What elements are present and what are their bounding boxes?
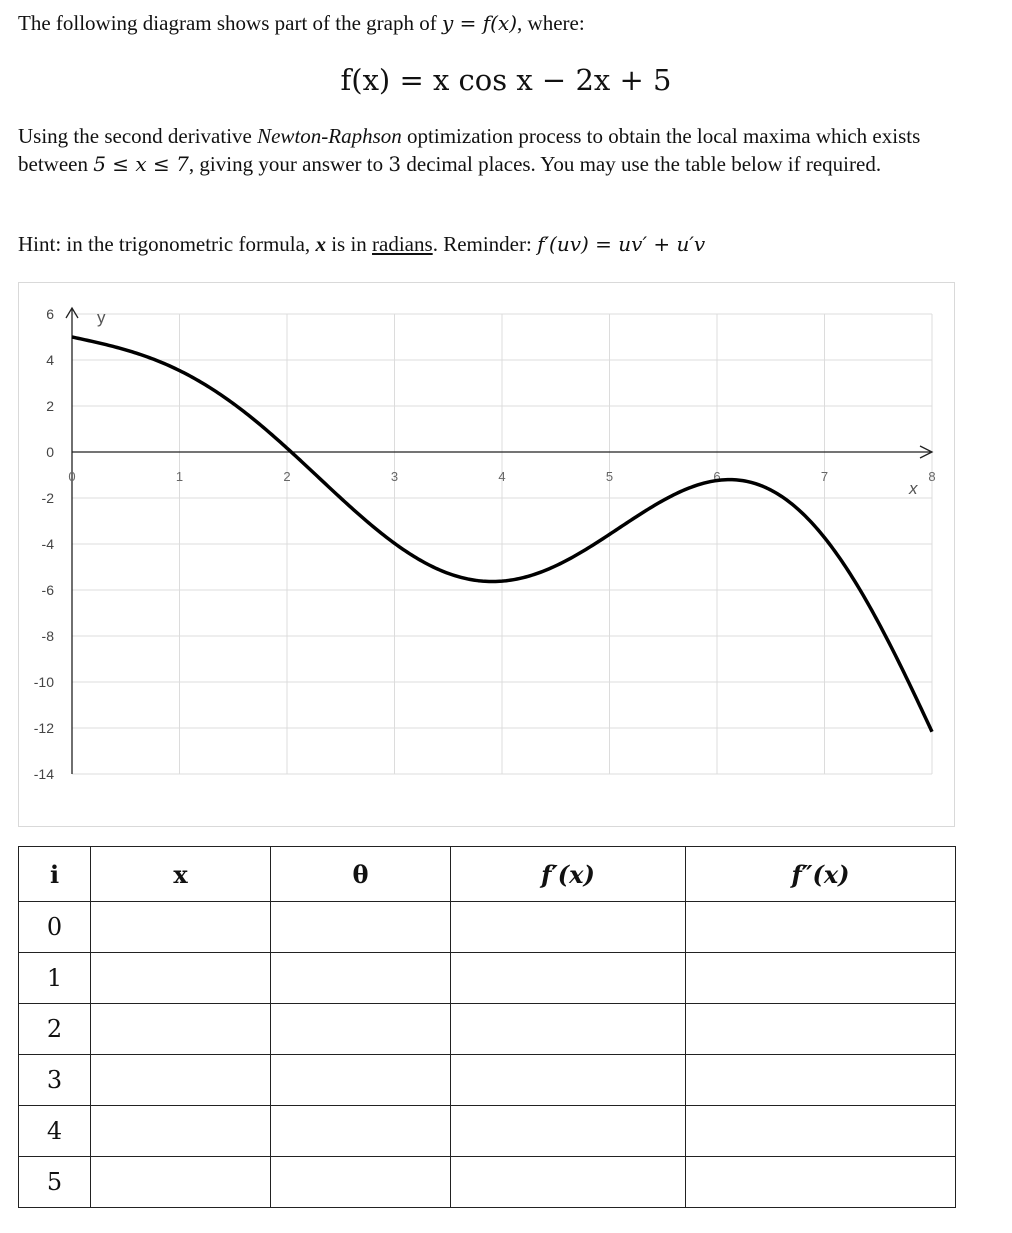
cell-f-double-prime[interactable] [686,1157,956,1208]
row-index: 5 [19,1157,91,1208]
y-tick-label: -12 [33,720,54,736]
radians-underlined: radians [372,232,433,256]
cell-theta[interactable] [271,1004,451,1055]
cell-f-prime[interactable] [451,1106,686,1157]
x-tick-label: 5 [605,469,614,484]
header-first-derivative: f′(x) [451,847,686,902]
table-row [19,1055,956,1106]
hint-text-c: . Reminder: [432,232,538,256]
cell-f-prime[interactable] [451,1004,686,1055]
row-index: 2 [19,1004,91,1055]
instructions-text-d: decimal places. You may use the table below if required. [401,152,882,176]
instructions-text-a: Using the second derivative [18,124,258,148]
cell-x[interactable] [91,1157,271,1208]
y-tick-label: 0 [46,444,54,460]
x-tick-label: 3 [390,469,399,484]
cell-x[interactable] [91,1004,271,1055]
cell-f-double-prime[interactable] [686,953,956,1004]
instructions-text-b: optimization process to obtain the local maxima which exists between [18,124,921,176]
cell-f-prime[interactable] [451,902,686,953]
y-tick-label: 6 [46,306,54,322]
decimal-places: 3 [388,152,402,176]
row-index: 0 [19,902,91,953]
intro-text-end: , where: [517,11,585,35]
header-theta: θ [271,847,451,902]
y-tick-label: -10 [33,674,54,690]
x-tick-label: 0 [68,469,76,484]
method-name: Newton-Raphson [257,124,402,148]
table-row [19,953,956,1004]
cell-x[interactable] [91,1055,271,1106]
header-second-derivative: f″(x) [686,847,956,902]
table-row [19,902,956,953]
hint-text-b: is in [325,232,373,256]
row-index: 3 [19,1055,91,1106]
intro-text: The following diagram shows part of the graph of [18,11,442,35]
instructions-paragraph [18,122,948,178]
table-row [19,1004,956,1055]
x-tick-label: 2 [283,469,291,484]
iteration-table [18,846,956,1208]
header-i: i [19,847,91,902]
x-tick-label: 8 [928,469,936,484]
header-x: x [91,847,271,902]
cell-f-double-prime[interactable] [686,902,956,953]
y-tick-label: -4 [41,536,54,552]
intro-math: y = f(x) [441,11,518,35]
function-graph [18,282,955,827]
hint-variable: x [315,232,326,256]
product-rule-math: f′(uv) = uv′ + u′v [537,232,706,256]
hint-paragraph [18,230,948,258]
function-formula: f(x) = x cos x − 2x + 5 [340,63,672,97]
y-tick-label: -8 [41,628,54,644]
row-index: 1 [19,953,91,1004]
table-header-row [19,847,956,902]
x-tick-label: 1 [175,469,184,484]
cell-theta[interactable] [271,1106,451,1157]
cell-theta[interactable] [271,1157,451,1208]
cell-f-prime[interactable] [451,1157,686,1208]
cell-theta[interactable] [271,953,451,1004]
table-row [19,1106,956,1157]
y-tick-label: -14 [33,766,54,782]
y-tick-label: 2 [46,398,54,414]
row-index: 4 [19,1106,91,1157]
x-axis-label: x [909,479,918,498]
cell-x[interactable] [91,1106,271,1157]
hint-text-a: Hint: in the trigonometric formula, [18,232,316,256]
instructions-text-c: , giving your answer to [188,152,389,176]
cell-theta[interactable] [271,1055,451,1106]
cell-f-double-prime[interactable] [686,1106,956,1157]
cell-x[interactable] [91,953,271,1004]
cell-f-double-prime[interactable] [686,1004,956,1055]
intro-paragraph [18,9,948,37]
cell-x[interactable] [91,902,271,953]
x-tick-label: 6 [713,469,721,484]
range-math: 5 ≤ x ≤ 7 [93,152,189,176]
y-tick-label: -2 [41,490,54,506]
cell-theta[interactable] [271,902,451,953]
table-row [19,1157,956,1208]
x-tick-label: 4 [498,469,506,484]
y-tick-label: 4 [46,352,54,368]
y-tick-label: -6 [41,582,54,598]
cell-f-prime[interactable] [451,1055,686,1106]
cell-f-double-prime[interactable] [686,1055,956,1106]
y-axis-label: y [97,308,106,327]
cell-f-prime[interactable] [451,953,686,1004]
graph-svg [19,283,956,828]
x-tick-label: 7 [820,469,829,484]
